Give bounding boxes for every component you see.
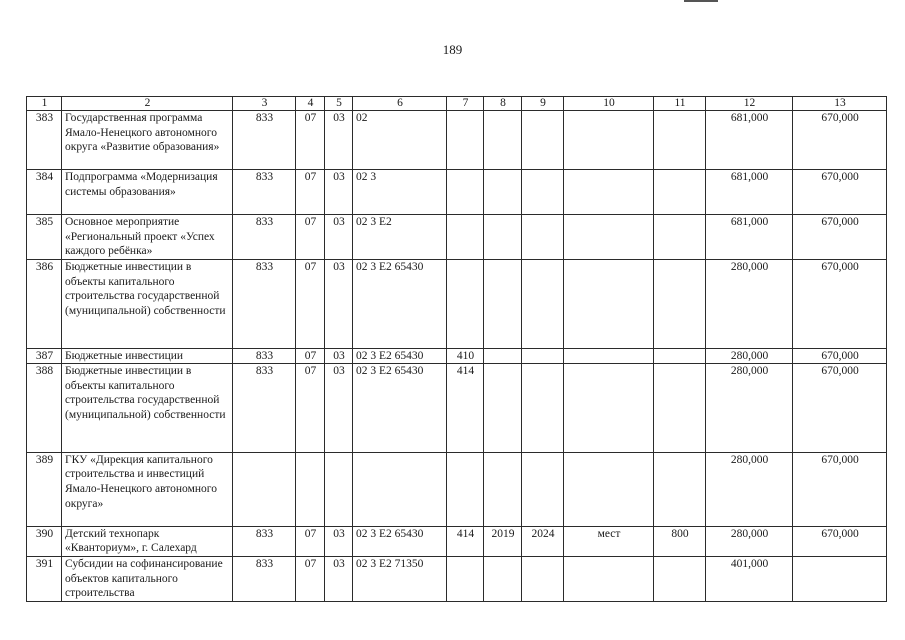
table-row — [27, 452, 887, 526]
table-row — [27, 364, 887, 453]
cell-col-11 — [654, 364, 706, 453]
column-header-12: 12 — [706, 97, 793, 111]
column-header-3: 3 — [233, 97, 296, 111]
cell-col-1: 383 — [27, 111, 62, 170]
cell-col-7 — [447, 259, 484, 348]
cell-col-11 — [654, 348, 706, 364]
cell-col-8 — [484, 215, 522, 260]
cell-col-7 — [447, 215, 484, 260]
cell-col-3: 833 — [233, 111, 296, 170]
cell-col-5: 03 — [325, 170, 353, 215]
cell-col-2: Государственная программа Ямало-Ненецкого автономного округа «Развитие образования» — [62, 111, 233, 170]
cell-col-6 — [353, 452, 447, 526]
column-header-8: 8 — [484, 97, 522, 111]
table-row — [27, 348, 887, 364]
cell-col-12: 280,000 — [706, 452, 793, 526]
scan-artifact — [684, 0, 718, 2]
cell-col-2: Детский технопарк «Кванториум», г. Салехард — [62, 526, 233, 556]
cell-col-6: 02 3 Е2 — [353, 215, 447, 260]
cell-col-12: 280,000 — [706, 364, 793, 453]
cell-col-6: 02 3 Е2 65430 — [353, 348, 447, 364]
cell-col-12: 280,000 — [706, 348, 793, 364]
cell-col-13: 670,000 — [793, 259, 887, 348]
cell-col-1: 390 — [27, 526, 62, 556]
cell-col-9: 2024 — [522, 526, 564, 556]
cell-col-11 — [654, 452, 706, 526]
table-header — [27, 97, 887, 111]
cell-col-1: 385 — [27, 215, 62, 260]
cell-col-10 — [564, 452, 654, 526]
cell-col-8 — [484, 556, 522, 601]
table-row — [27, 215, 887, 260]
cell-col-12: 280,000 — [706, 526, 793, 556]
cell-col-6: 02 3 — [353, 170, 447, 215]
cell-col-3: 833 — [233, 215, 296, 260]
cell-col-1: 386 — [27, 259, 62, 348]
cell-col-10 — [564, 259, 654, 348]
cell-col-7 — [447, 111, 484, 170]
cell-col-13: 670,000 — [793, 364, 887, 453]
cell-col-2: Основное мероприятие «Региональный проект «Успех каждого ребёнка» — [62, 215, 233, 260]
cell-col-2: Подпрограмма «Модернизация системы образования» — [62, 170, 233, 215]
cell-col-8 — [484, 111, 522, 170]
cell-col-9 — [522, 111, 564, 170]
cell-col-7 — [447, 452, 484, 526]
cell-col-9 — [522, 556, 564, 601]
cell-col-8 — [484, 364, 522, 453]
cell-col-8 — [484, 259, 522, 348]
cell-col-12: 681,000 — [706, 111, 793, 170]
cell-col-4: 07 — [296, 215, 325, 260]
cell-col-8 — [484, 452, 522, 526]
cell-col-10 — [564, 215, 654, 260]
cell-col-4: 07 — [296, 364, 325, 453]
header-row — [27, 97, 887, 111]
cell-col-9 — [522, 364, 564, 453]
cell-col-3: 833 — [233, 364, 296, 453]
column-header-4: 4 — [296, 97, 325, 111]
cell-col-4: 07 — [296, 170, 325, 215]
table-row — [27, 111, 887, 170]
cell-col-7 — [447, 170, 484, 215]
cell-col-3: 833 — [233, 556, 296, 601]
cell-col-11 — [654, 170, 706, 215]
cell-col-11: 800 — [654, 526, 706, 556]
cell-col-12: 280,000 — [706, 259, 793, 348]
column-header-2: 2 — [62, 97, 233, 111]
column-header-11: 11 — [654, 97, 706, 111]
cell-col-7: 410 — [447, 348, 484, 364]
cell-col-6: 02 3 Е2 65430 — [353, 364, 447, 453]
cell-col-13: 670,000 — [793, 111, 887, 170]
page-number: 189 — [442, 42, 463, 57]
cell-col-1: 388 — [27, 364, 62, 453]
column-header-9: 9 — [522, 97, 564, 111]
cell-col-7 — [447, 556, 484, 601]
table-row — [27, 170, 887, 215]
cell-col-6: 02 3 Е2 65430 — [353, 526, 447, 556]
table-body — [27, 111, 887, 602]
cell-col-7: 414 — [447, 364, 484, 453]
table-row — [27, 526, 887, 556]
cell-col-12: 401,000 — [706, 556, 793, 601]
cell-col-8 — [484, 348, 522, 364]
column-header-7: 7 — [447, 97, 484, 111]
cell-col-12: 681,000 — [706, 170, 793, 215]
table-row — [27, 556, 887, 601]
cell-col-1: 391 — [27, 556, 62, 601]
cell-col-8 — [484, 170, 522, 215]
cell-col-10 — [564, 556, 654, 601]
cell-col-4: 07 — [296, 556, 325, 601]
cell-col-11 — [654, 259, 706, 348]
cell-col-5: 03 — [325, 259, 353, 348]
cell-col-1: 389 — [27, 452, 62, 526]
cell-col-5: 03 — [325, 364, 353, 453]
cell-col-4: 07 — [296, 526, 325, 556]
cell-col-13: 670,000 — [793, 170, 887, 215]
cell-col-2: Бюджетные инвестиции — [62, 348, 233, 364]
column-header-13: 13 — [793, 97, 887, 111]
cell-col-8: 2019 — [484, 526, 522, 556]
cell-col-11 — [654, 215, 706, 260]
cell-col-5: 03 — [325, 526, 353, 556]
cell-col-3 — [233, 452, 296, 526]
table-row — [27, 259, 887, 348]
cell-col-5 — [325, 452, 353, 526]
cell-col-3: 833 — [233, 259, 296, 348]
cell-col-13 — [793, 556, 887, 601]
column-header-5: 5 — [325, 97, 353, 111]
cell-col-13: 670,000 — [793, 526, 887, 556]
cell-col-4: 07 — [296, 348, 325, 364]
cell-col-3: 833 — [233, 170, 296, 215]
cell-col-1: 384 — [27, 170, 62, 215]
cell-col-2: Бюджетные инвестиции в объекты капитального строительства государственной (муниципальной) собственности — [62, 364, 233, 453]
cell-col-6: 02 3 Е2 65430 — [353, 259, 447, 348]
cell-col-12: 681,000 — [706, 215, 793, 260]
column-header-1: 1 — [27, 97, 62, 111]
cell-col-3: 833 — [233, 348, 296, 364]
cell-col-4: 07 — [296, 111, 325, 170]
cell-col-9 — [522, 348, 564, 364]
cell-col-9 — [522, 170, 564, 215]
cell-col-7: 414 — [447, 526, 484, 556]
cell-col-1: 387 — [27, 348, 62, 364]
cell-col-13: 670,000 — [793, 452, 887, 526]
cell-col-10: мест — [564, 526, 654, 556]
cell-col-4: 07 — [296, 259, 325, 348]
cell-col-11 — [654, 556, 706, 601]
column-header-10: 10 — [564, 97, 654, 111]
cell-col-5: 03 — [325, 215, 353, 260]
cell-col-10 — [564, 364, 654, 453]
cell-col-2: Субсидии на софинансирование объектов капитального строительства — [62, 556, 233, 601]
budget-table — [26, 96, 887, 602]
cell-col-11 — [654, 111, 706, 170]
cell-col-2: ГКУ «Дирекция капитального строительства и инвестиций Ямало-Ненецкого автономного округа» — [62, 452, 233, 526]
cell-col-13: 670,000 — [793, 215, 887, 260]
cell-col-4 — [296, 452, 325, 526]
cell-col-9 — [522, 452, 564, 526]
column-header-6: 6 — [353, 97, 447, 111]
cell-col-9 — [522, 259, 564, 348]
cell-col-3: 833 — [233, 526, 296, 556]
cell-col-10 — [564, 170, 654, 215]
cell-col-5: 03 — [325, 111, 353, 170]
cell-col-10 — [564, 348, 654, 364]
cell-col-6: 02 — [353, 111, 447, 170]
cell-col-10 — [564, 111, 654, 170]
cell-col-9 — [522, 215, 564, 260]
cell-col-13: 670,000 — [793, 348, 887, 364]
cell-col-5: 03 — [325, 556, 353, 601]
cell-col-2: Бюджетные инвестиции в объекты капитального строительства государственной (муниципальной) собственности — [62, 259, 233, 348]
cell-col-6: 02 3 Е2 71350 — [353, 556, 447, 601]
cell-col-5: 03 — [325, 348, 353, 364]
